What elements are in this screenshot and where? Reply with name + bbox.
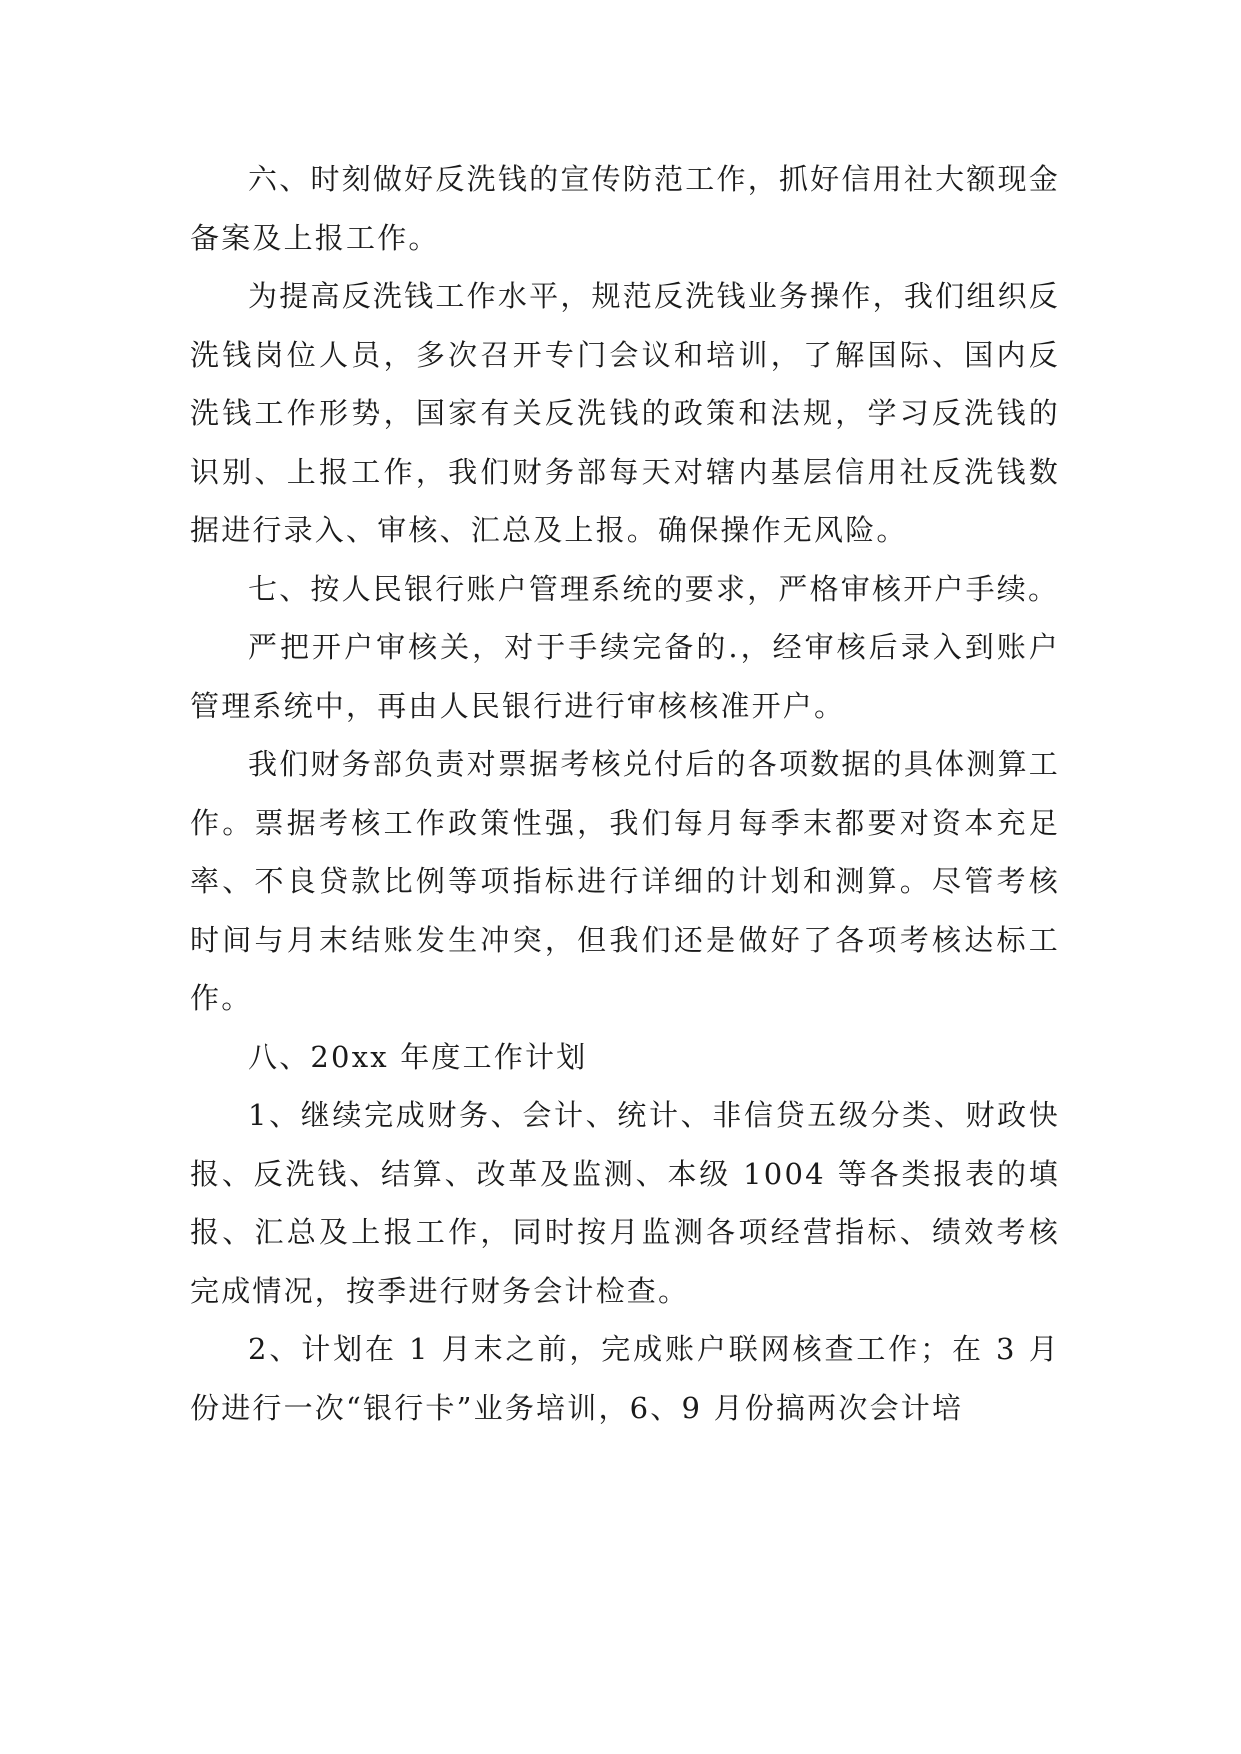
paragraph-bill-assessment: 我们财务部负责对票据考核兑付后的各项数据的具体测算工作。票据考核工作政策性强，我们每月每季末都要对资本充足率、不良贷款比例等项指标进行详细的计划和测算。尽管考核时间与月末结账发生冲突，但我们还是做好了各项考核达标工作。 [190, 747, 1060, 1015]
paragraph-account-review: 严把开户审核关，对于手续完备的.，经审核后录入到账户管理系统中，再由人民银行进行审核核准开户。 [190, 630, 1060, 723]
paragraph-anti-money-laundering-heading: 六、时刻做好反洗钱的宣传防范工作，抓好信用社大额现金备案及上报工作。 [190, 162, 1060, 255]
paragraph-anti-money-laundering-body: 为提高反洗钱工作水平，规范反洗钱业务操作，我们组织反洗钱岗位人员，多次召开专门会议和培训，了解国际、国内反洗钱工作形势，国家有关反洗钱的政策和法规，学习反洗钱的识别、上报工作，我们财务部每天对辖内基层信用社反洗钱数据进行录入、审核、汇总及上报。确保操作无风险。 [190, 279, 1060, 547]
paragraph-annual-plan-heading: 八、20xx 年度工作计划 [248, 1039, 588, 1074]
paragraph-account-management-heading: 七、按人民银行账户管理系统的要求，严格审核开户手续。 [248, 571, 1060, 606]
paragraph-plan-item-2: 2、计划在 1 月末之前，完成账户联网核查工作；在 3 月份进行一次“银行卡”业务培训，6、9 月份搞两次会计培 [190, 1332, 1060, 1425]
paragraph-plan-item-1: 1、继续完成财务、会计、统计、非信贷五级分类、财政快报、反洗钱、结算、改革及监测、本级 1004 等各类报表的填报、汇总及上报工作，同时按月监测各项经营指标、绩效考核完成情况，按季进行财务会计检查。 [190, 1098, 1060, 1308]
document-page [190, 150, 1060, 1437]
